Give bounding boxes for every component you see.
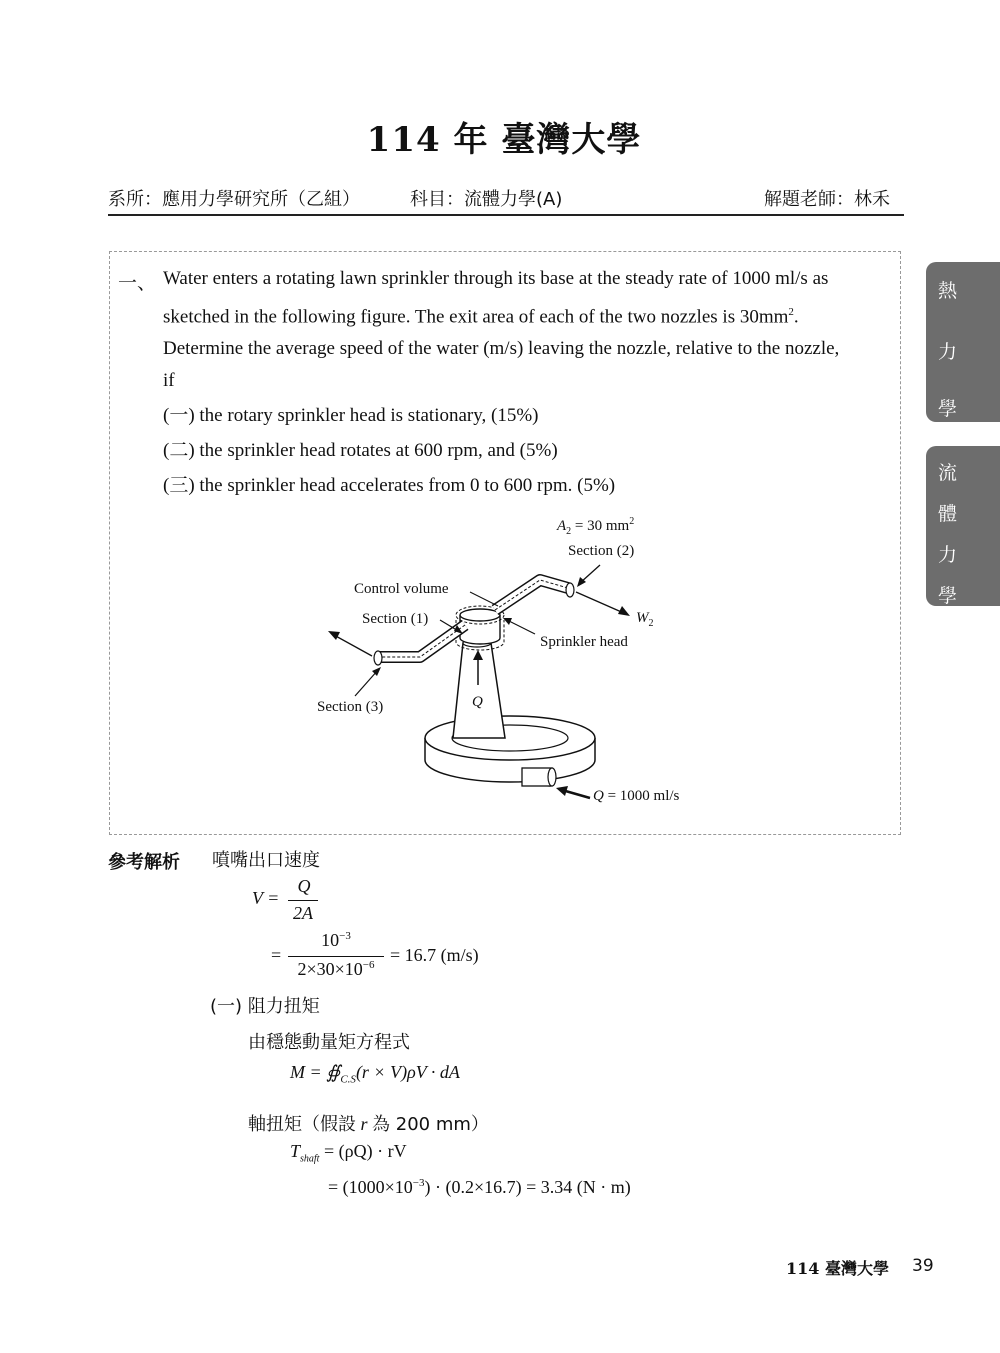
teacher-label: 解題老師：林禾: [764, 189, 890, 210]
momentum-equation: [290, 1062, 460, 1086]
inlet-pipe: [522, 768, 556, 786]
side-tab-char: 學: [938, 585, 958, 607]
header-divider: [108, 214, 904, 216]
eq1-fraction-bar: [288, 900, 318, 901]
sprinkler-head-label: Sprinkler head: [540, 634, 628, 650]
t-shaft-symbol: T: [290, 1141, 301, 1161]
shaft-text-pre: 軸扭矩（假設: [248, 1114, 356, 1135]
side-tab-thermodynamics[interactable]: [926, 262, 1000, 422]
q-flow-symbol: Q: [593, 788, 604, 804]
eq1-lhs: V =: [252, 888, 280, 908]
question-line-1: Water enters a rotating lawn sprinkler through its base at the steady rate of 1000 ml/s as: [163, 268, 829, 289]
a2-value: = 30 mm: [574, 518, 630, 534]
footer-title: 114 臺灣大學: [786, 1259, 889, 1278]
part1-heading: (一) 阻力扭矩: [210, 996, 320, 1017]
side-tab-char: 熱: [938, 280, 958, 302]
eq2-num-base: 10: [321, 930, 340, 950]
q-flow-value: = 1000 ml/s: [607, 788, 680, 804]
question-part-1: (一) the rotary sprinkler head is stationary, (15%): [163, 405, 539, 426]
section-2-label: Section (2): [568, 543, 635, 559]
question-part-3: (三) the sprinkler head accelerates from 0 to 600 rpm. (5%): [163, 475, 616, 496]
side-tab-char: 力: [938, 341, 958, 363]
exit-arrow-right: [576, 592, 626, 614]
answer-label: 參考解析: [108, 852, 180, 873]
sprinkler-diagram: [300, 510, 720, 820]
area-unit: mm: [758, 306, 789, 328]
shaft-text-post: 為 200 mm）: [372, 1114, 489, 1135]
area-unit-exponent: 2: [788, 306, 794, 318]
eq2-denominator: [288, 959, 384, 980]
t-shaft-eq2-b: ) · (0.2×16.7) = 3.34 (N · m): [424, 1177, 631, 1197]
page-title: 114 年 臺灣大學: [366, 120, 642, 160]
sprinkler-arm-right: [495, 580, 574, 610]
eq2-fraction-bar: [288, 956, 384, 957]
question-line-4: if: [163, 370, 175, 391]
t-shaft-eq2-exp: −3: [412, 1177, 425, 1189]
a2-subscript: 2: [566, 526, 572, 537]
exit-arrow-left: [334, 635, 372, 656]
sprinkler-arm-left: [374, 625, 465, 665]
eq2-equals: =: [271, 945, 282, 965]
subject-label: 科目：流體力學(A): [410, 189, 563, 210]
period: .: [793, 306, 799, 328]
eq2-den-base: 2×30×10: [297, 959, 363, 979]
question-part-2: (二) the sprinkler head rotates at 600 rpm, and (5%): [163, 440, 558, 461]
momentum-eq-sub: C.S: [340, 1073, 356, 1086]
a2-exponent: 2: [629, 516, 635, 527]
eq2-den-exp: −6: [362, 959, 375, 971]
eq2-num-exp: −3: [339, 930, 351, 942]
w2-subscript: 2: [648, 618, 654, 629]
momentum-eq-rest: (r × V)ρV · dA: [355, 1062, 460, 1082]
t-shaft-eq2-a: = (1000×10: [328, 1177, 413, 1197]
t-shaft-equation: [290, 1141, 407, 1165]
side-tab-char: 流: [938, 462, 958, 484]
q-flow-label: [593, 788, 679, 805]
t-shaft-subscript: shaft: [300, 1153, 320, 1165]
question-line-2: [163, 306, 799, 328]
a2-symbol: A: [557, 518, 567, 534]
w2-label: [636, 610, 654, 629]
question-number: 一、: [118, 273, 157, 294]
page-number: 39: [912, 1256, 934, 1276]
w2-symbol: W: [636, 610, 649, 626]
eq1-denominator: 2A: [293, 903, 313, 923]
answer-intro: 噴嘴出口速度: [212, 850, 320, 871]
shaft-text-r: r: [356, 1114, 373, 1134]
section-1-label: Section (1): [362, 611, 429, 627]
side-tab-fluid-mechanics[interactable]: [926, 446, 1000, 606]
momentum-text: 由穩態動量矩方程式: [248, 1032, 410, 1053]
eq2-result: = 16.7 (m/s): [390, 945, 479, 965]
a2-label: [557, 516, 634, 537]
q-center-label: Q: [472, 694, 483, 710]
control-volume-label: Control volume: [354, 581, 449, 597]
department-label: 系所：應用力學研究所（乙組）: [108, 189, 360, 210]
sprinkler-base: [425, 716, 595, 782]
momentum-eq-lhs: M = ∯: [290, 1062, 341, 1082]
eq1-numerator: Q: [297, 876, 311, 896]
side-tab-char: 學: [938, 398, 958, 420]
eq2-numerator: [288, 930, 384, 951]
shaft-torque-text: [248, 1110, 489, 1136]
question-line-3: Determine the average speed of the water (m/s) leaving the nozzle, relative to the nozzle,: [163, 338, 840, 359]
question-line-2-text: sketched in the following figure. The exit area of each of the two nozzles is 30: [163, 306, 759, 328]
t-shaft-eq: = (ρQ) · rV: [323, 1141, 407, 1161]
side-tab-char: 體: [938, 503, 958, 525]
section-3-label: Section (3): [317, 699, 384, 715]
t-shaft-result: [328, 1177, 631, 1198]
side-tab-char: 力: [938, 544, 958, 566]
